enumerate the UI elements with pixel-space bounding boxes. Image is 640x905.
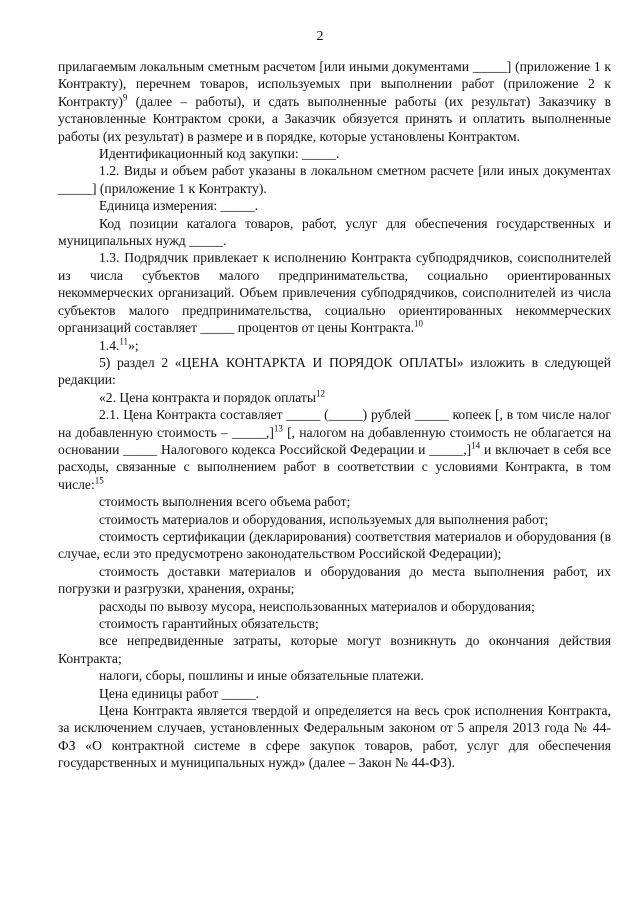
footnote-ref: 9	[122, 92, 128, 103]
footnote-ref: 14	[471, 440, 481, 451]
paragraph-subject-continued: прилагаемым локальным сметным расчетом [или иными документами _____] (приложение 1 к Контракту), перечнем товаров, используемых при выполнении работ (приложение 2 к Контракту)$^9$ (далее – работы), и сдать выполненные работы (их результат) Заказчику в установленные Контрактом сроки, а Заказчик обязуется принять и оплатить выполненные работы (их результат) в размере и в порядке, которые установлены Контрактом.	[58, 59, 611, 144]
section-2-heading: «2. Цена контракта и порядок оплаты$^{12}$	[99, 388, 325, 405]
list-item-warranty: стоимость гарантийных обязательств;	[99, 616, 319, 631]
paragraph-unit: Единица измерения: _____.	[99, 198, 259, 214]
list-item-unforeseen-costs: все непредвиденные затраты, которые могут возникнуть до окончания действия Контракта;	[58, 633, 611, 666]
list-item-delivery-cost: стоимость доставки материалов и оборудования до места выполнения работ, их погрузки и разгрузки, хранения, охраны;	[58, 563, 611, 597]
list-item-work-cost: стоимость выполнения всего объема работ;	[99, 494, 351, 510]
paragraph-unit-price: Цена единицы работ _____.	[99, 685, 260, 701]
list-item-certification-cost: стоимость сертификации (декларирования) соответствия материалов и оборудования (в случае, если это предусмотрено законодательством Российской Федерации);	[58, 528, 611, 562]
list-item-taxes: налоги, сборы, пошлины и иные обязательные платежи.	[99, 668, 424, 684]
list-item-materials-cost: стоимость материалов и оборудования, используемых для выполнения работ;	[99, 511, 549, 527]
document-body	[58, 58, 611, 772]
paragraph-1-2: 1.2. Виды и объем работ указаны в локальном сметном расчете [или иных документах _____] (приложение 1 к Контракту).	[58, 163, 611, 196]
page-number: 2	[316, 29, 324, 44]
paragraph-section-2-amendment: 5) раздел 2 «ЦЕНА КОНТАРКТА И ПОРЯДОК ОПЛАТЫ» изложить в следующей редакции:	[58, 354, 611, 388]
footnote-ref: 10	[414, 318, 424, 329]
paragraph-purchase-code: Идентификационный код закупки: _____.	[99, 146, 340, 162]
paragraph-1-3: 1.3. Подрядчик привлекает к исполнению Контракта субподрядчиков, соисполнителей из числа субъектов малого предпринимательства, социально ориентированных некоммерческих организаций. Объем привлечения субподрядчиков, соисполнителей из числа субъектов малого предпринимательства, социально ориентированных некоммерческих организаций составляет _____ процентов от цены Контракта.$^{10}$	[58, 250, 611, 336]
paragraph-2-1: 2.1. Цена Контракта составляет _____ (_____) рублей _____ копеек [, в том числе налог на добавленную стоимость – _____,]$^{13}$ [, налогом на добавленную стоимость не облагается на основании _____ Налогового кодекса Российской Федерации и _____,]$^{14}$ и включает в себя все расходы, связанные с выполнением работ в соответствии с условиями Контракта, в том числе:$^{15}$	[58, 407, 611, 492]
footnote-ref: 12	[315, 388, 325, 399]
footnote-ref: 13	[273, 423, 283, 433]
footnote-ref: 15	[94, 475, 104, 486]
paragraph-fixed-price: Цена Контракта является твердой и определяется на весь срок исполнения Контракта, за исключением случаев, установленных Федеральным законом от 5 апреля 2013 года № 44-ФЗ «О контрактной системе в сфере закупок товаров, работ, услуг для обеспечения государственных и муниципальных нужд» (далее – Закон № 44-ФЗ).	[58, 703, 611, 771]
paragraph-catalog-code: Код позиции каталога товаров, работ, услуг для обеспечения государственных и муниципальных нужд _____.	[58, 215, 611, 249]
footnote-ref: 11	[119, 335, 129, 346]
list-item-waste-removal: расходы по вывозу мусора, неиспользованных материалов и оборудования;	[99, 598, 535, 614]
paragraph-1-4: 1.4.11»;	[99, 335, 139, 353]
